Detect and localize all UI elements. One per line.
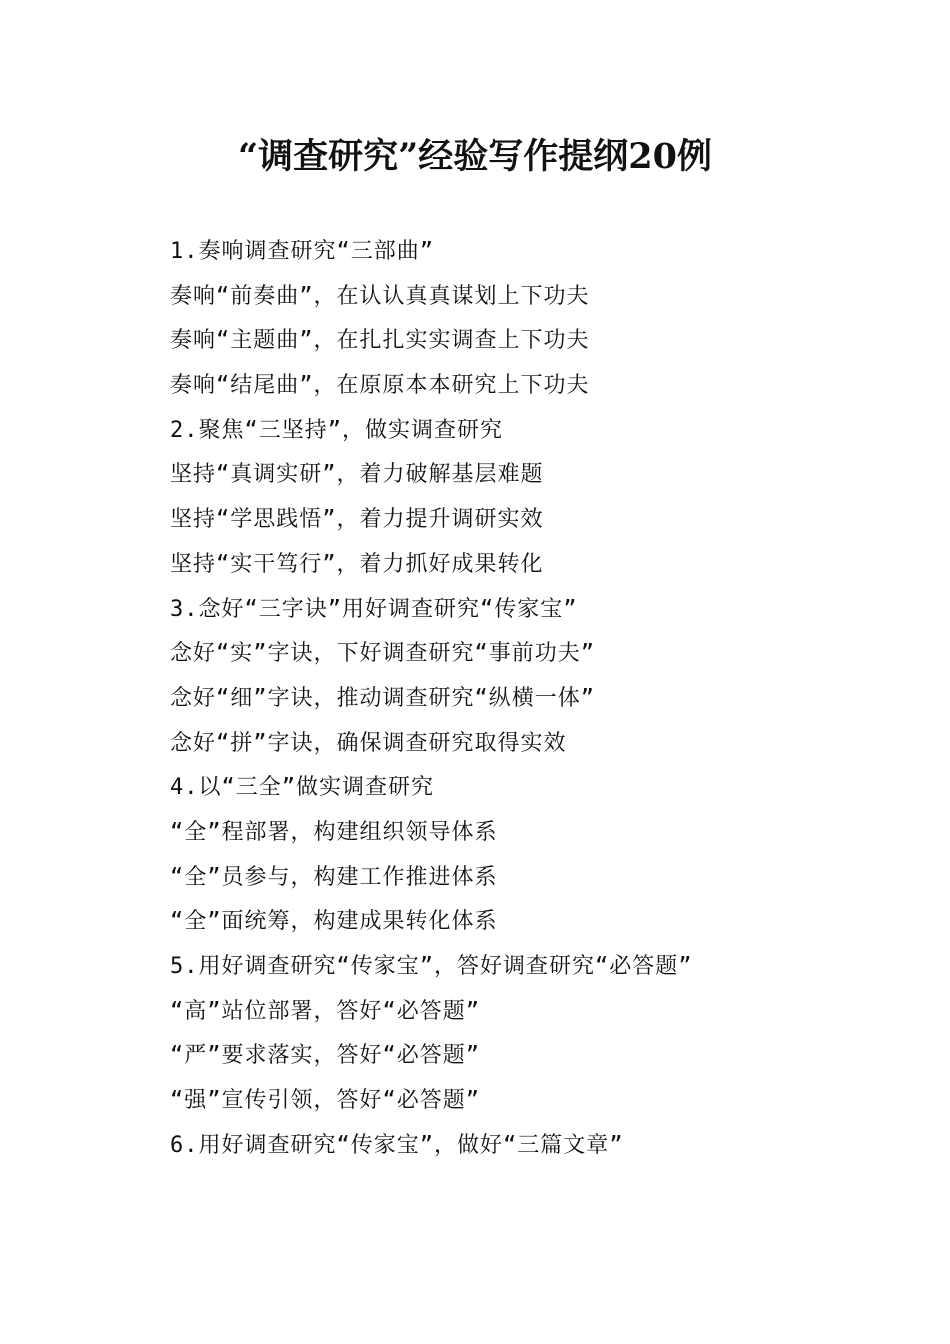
section-heading-1: 1.奏响调查研究“三部曲” <box>170 239 434 264</box>
document-title: “调查研究”经验写作提纲20例 <box>238 136 712 177</box>
section-heading-5: 5.用好调查研究“传家宝”，答好调查研究“必答题” <box>170 954 693 979</box>
outline-item: 坚持“真调实研”，着力破解基层难题 <box>170 462 544 488</box>
outline-item: 奏响“前奏曲”，在认认真真谋划上下功夫 <box>170 283 590 309</box>
outline-item: 念好“实”字诀，下好调查研究“事前功夫” <box>170 641 595 667</box>
outline-item: 奏响“主题曲”，在扎扎实实调查上下功夫 <box>170 328 590 354</box>
outline-item: 坚持“实干笃行”，着力抓好成果转化 <box>170 551 544 577</box>
outline-item: “全”程部署，构建组织领导体系 <box>170 819 498 845</box>
outline-item: “全”面统筹，构建成果转化体系 <box>170 909 498 935</box>
outline-item: 奏响“结尾曲”，在原原本本研究上下功夫 <box>170 373 590 399</box>
outline-item: “全”员参与，构建工作推进体系 <box>170 864 498 890</box>
outline-item: “严”要求落实，答好“必答题” <box>170 1043 480 1069</box>
document-body <box>170 230 850 1168</box>
section-heading-4: 4.以“三全”做实调查研究 <box>170 775 434 801</box>
outline-item: “强”宣传引领，答好“必答题” <box>170 1088 480 1114</box>
outline-item: “高”站位部署，答好“必答题” <box>170 998 480 1024</box>
outline-item: 坚持“学思践悟”，着力提升调研实效 <box>170 507 544 533</box>
section-heading-6: 6.用好调查研究“传家宝”，做好“三篇文章” <box>170 1132 624 1158</box>
section-heading-3: 3.念好“三字诀”用好调查研究“传家宝” <box>170 596 578 622</box>
outline-item: 念好“细”字诀，推动调查研究“纵横一体” <box>170 685 595 711</box>
outline-item: 念好“拼”字诀，确保调查研究取得实效 <box>170 730 567 756</box>
section-heading-2: 2.聚焦“三坚持”，做实调查研究 <box>170 417 503 443</box>
